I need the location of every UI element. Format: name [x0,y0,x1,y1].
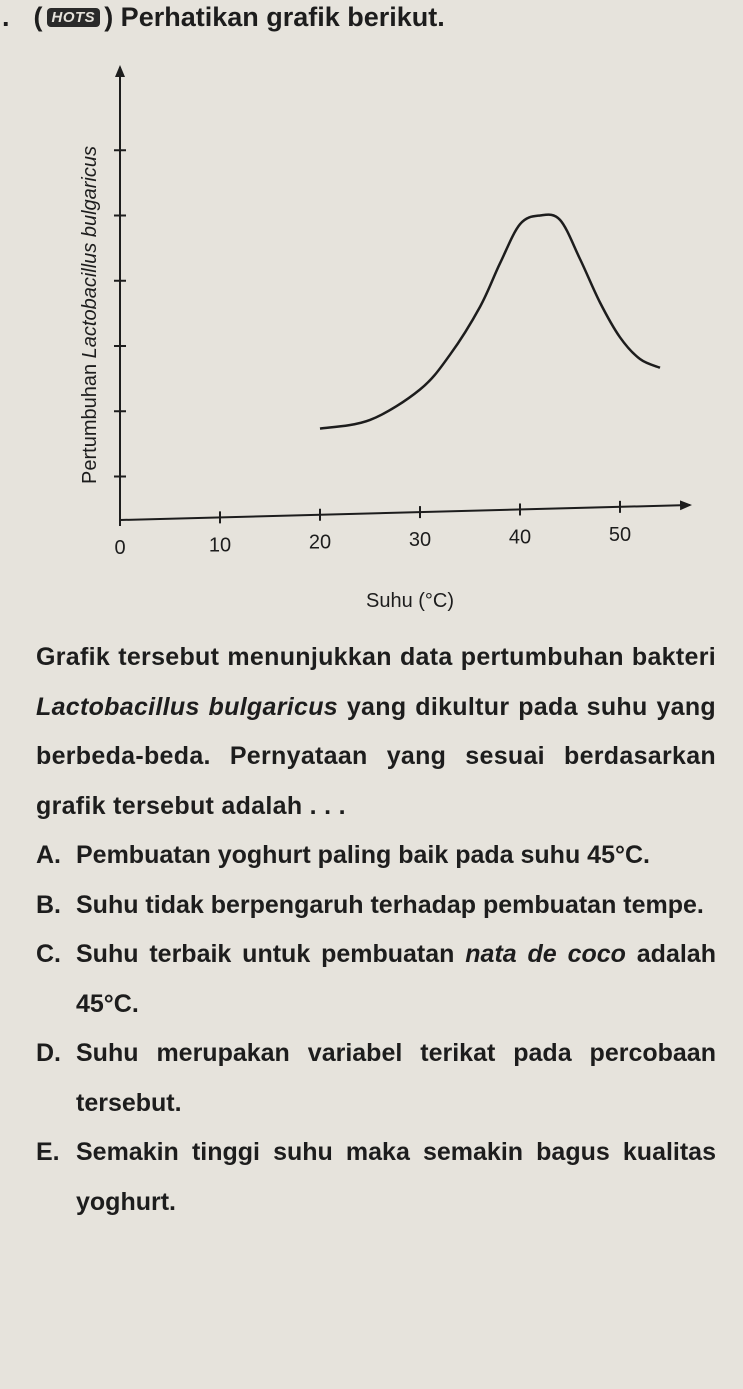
x-axis [120,505,690,520]
option-a[interactable] [36,831,716,881]
option-letter: A. [36,841,61,869]
x-axis-label: Suhu (°C) [365,590,455,612]
question-paragraph [36,633,716,831]
question-header-text: ) Perhatikan grafik berikut. [104,2,445,32]
paragraph-part2: yang dikultur pada suhu yang berbeda-beda. Pernyataan yang sesuai berdasarkan grafik tersebut adalah . . . [36,692,717,820]
growth-curve [320,215,660,429]
hots-badge: HOTS [47,8,101,27]
option-b[interactable] [36,881,716,931]
x-tick-label: 40 [508,526,532,549]
growth-chart [60,55,720,615]
option-e[interactable] [36,1128,716,1227]
question-number: . [2,2,10,32]
x-tick-labels [114,524,631,559]
y-axis-label [79,146,101,484]
option-letter: C. [36,940,61,968]
option-c-post: adalah 45°C. [76,940,716,1018]
x-tick-label: 0 [114,537,126,559]
y-axis-label-italic: Lactobacillus bulgaricus [79,146,101,359]
x-tick-label: 30 [408,529,432,552]
x-tick-label: 50 [608,523,632,546]
option-text: Semakin tinggi suhu maka semakin bagus kualitas yoghurt. [76,1138,716,1216]
option-text [76,930,716,1029]
paragraph-italic: Lactobacillus bulgaricus [36,692,338,721]
option-text: Suhu merupakan variabel terikat pada percobaan tersebut. [76,1039,716,1117]
paragraph-part1: Grafik tersebut menunjukkan data pertumbuhan bakteri [36,643,716,671]
y-axis-label-plain: Pertumbuhan [79,358,101,484]
option-c-italic: nata de coco [465,940,626,968]
x-tick-label: 10 [208,534,232,557]
option-d[interactable] [36,1029,716,1128]
option-text: Suhu tidak berpengaruh terhadap pembuatan tempe. [76,890,704,919]
option-c-pre: Suhu terbaik untuk pembuatan [76,940,466,968]
x-tick-label: 20 [308,531,332,554]
question-header [2,2,445,33]
option-c[interactable] [36,930,716,1029]
option-text: Pembuatan yoghurt paling baik pada suhu 45°C. [76,841,650,869]
question-body [36,633,716,1227]
growth-chart-svg [60,55,720,615]
option-letter: D. [36,1039,61,1067]
answer-options [36,831,716,1227]
header-open-paren: ( [33,2,43,32]
option-letter: B. [36,890,61,919]
option-letter: E. [36,1138,60,1166]
